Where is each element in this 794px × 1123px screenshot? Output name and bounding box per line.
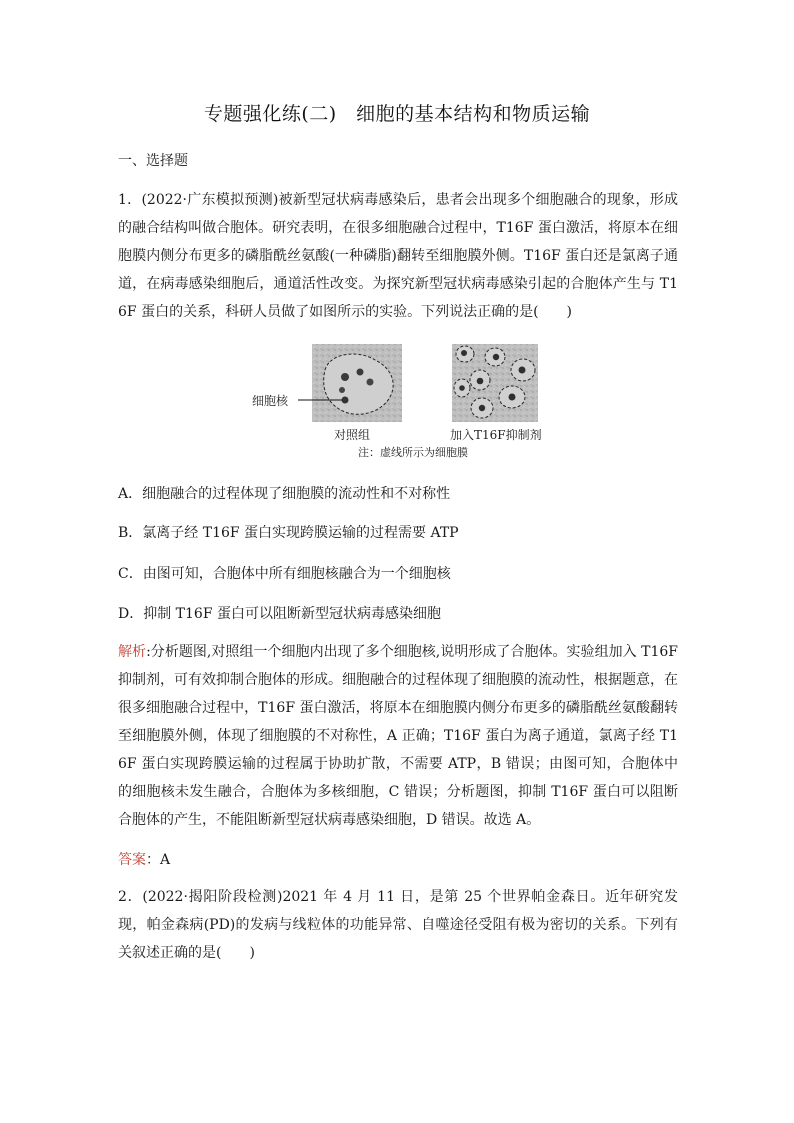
nucleus: [339, 387, 345, 393]
nucleus: [461, 350, 467, 356]
option-d: D．抑制 T16F 蛋白可以阻断新型冠状病毒感染细胞: [118, 606, 441, 622]
nucleus: [342, 397, 349, 404]
question-1-stem: 1．(2022·广东模拟预测)被新型冠状病毒感染后，患者会出现多个细胞融合的现象，形成的融合结构叫做合胞体。研究表明，在很多细胞融合过程中，T16F 蛋白激活，将原本在细胞膜内侧分布更多的磷脂酰丝氨酸(一种磷脂)翻转至细胞膜外侧。T16F 蛋白还是氯离子通道，在病毒感染细胞后，通道活性改变。为探究新型冠状病毒感染引起的合胞体产生与 T16F 蛋白的关系，科研人员做了如图所示的实验。下列说法正确的是( ): [118, 192, 678, 320]
treated-group-label: 加入T16F抑制剂: [450, 428, 542, 442]
analysis-text: :分析题图,对照组一个细胞内出现了多个细胞核,说明形成了合胞体。实验组加入 T16F 抑制剂，可有效抑制合胞体的形成。细胞融合的过程体现了细胞膜的流动性，根据题意，在很多细胞融合过程中，T16F 蛋白激活，将原本在细胞膜内侧分布更多的磷脂酰丝氨酸翻转至细胞膜外侧，体现了细胞膜的不对称性，A 正确；T16F 蛋白为离子通道，氯离子经 T16F 蛋白实现跨膜运输的过程属于协助扩散，不需要 ATP，B 错误；由图可知，合胞体中的细胞核未发生融合，合胞体为多核细胞，C 错误；分析题图，抑制 T16F 蛋白可以阻断合胞体的产生，不能阻断新型冠状病毒感染细胞，D 错误。故选 A。: [118, 644, 679, 828]
question-2-stem: 2．(2022·揭阳阶段检测)2021 年 4 月 11 日，是第 25 个世界帕金森日。近年研究发现，帕金森病(PD)的发病与线粒体的功能异常、自噬途径受阻有极为密切的关系。下列有关叙述正确的是( ): [118, 889, 678, 961]
nucleus: [357, 369, 364, 376]
nucleus: [493, 354, 499, 360]
answer-label: 答案: [118, 852, 146, 868]
answer-value: ：A: [146, 852, 171, 868]
nucleus: [477, 378, 484, 385]
nucleus: [367, 379, 374, 386]
option-a: A．细胞融合的过程体现了细胞膜的流动性和不对称性: [118, 486, 451, 502]
option-b: B．氯离子经 T16F 蛋白实现跨膜运输的过程需要 ATP: [118, 525, 459, 541]
control-group-label: 对照组: [334, 428, 371, 442]
nucleus: [341, 373, 349, 381]
nucleus: [459, 385, 465, 391]
analysis-label: 解析: [118, 644, 147, 660]
analysis: [118, 638, 678, 834]
answer: [118, 849, 170, 869]
figure-note: 注：虚线所示为细胞膜: [358, 446, 468, 459]
page-title: 专题强化练(二) 细胞的基本结构和物质运输: [203, 103, 591, 125]
section-heading: 一、选择题: [118, 153, 188, 169]
option-c: C．由图可知，合胞体中所有细胞核融合为一个细胞核: [118, 566, 451, 582]
nucleus: [509, 394, 516, 401]
nucleus: [479, 405, 485, 411]
nucleus-label: 细胞核: [252, 394, 289, 408]
nucleus: [519, 367, 526, 374]
